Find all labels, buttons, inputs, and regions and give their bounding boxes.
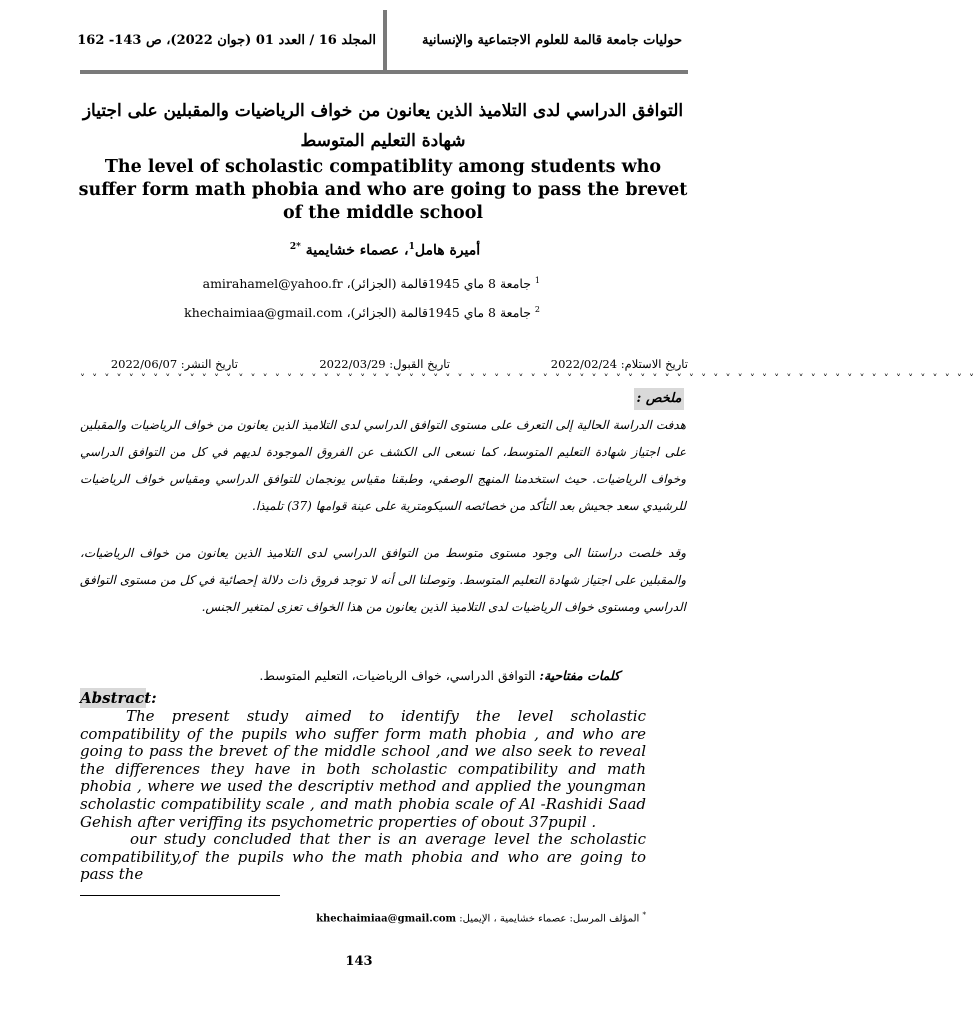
- author-names: [200, 242, 570, 259]
- author-sep: ،: [399, 242, 409, 259]
- affiliation-2-num: 2: [534, 305, 540, 314]
- journal-name: حوليات جامعة قالمة للعلوم الاجتماعية والإنسانية: [422, 33, 682, 48]
- abstract-en: [80, 708, 646, 884]
- affiliation-1-num: 1: [534, 276, 540, 285]
- footnote-text: المؤلف المرسل: عصماء خشايمية ، الإيميل:: [459, 913, 640, 925]
- affiliation-1-email[interactable]: amirahamel@yahoo.fr: [202, 276, 343, 292]
- author-2: عصماء خشايمية: [305, 242, 400, 259]
- dotted-separator: ˅ ˅ ˅ ˅ ˅ ˅ ˅ ˅ ˅ ˅ ˅ ˅ ˅ ˅ ˅ ˅ ˅ ˅ ˅ ˅ ˅ ˅ ˅ ˅ ˅ ˅ ˅ ˅ ˅ ˅ ˅ ˅ ˅ ˅ ˅ ˅ ˅ ˅ ˅ ˅ ˅ ˅ ˅ ˅ ˅ ˅ ˅ ˅ ˅ ˅ ˅ ˅ ˅ ˅ ˅ ˅ ˅ ˅ ˅ ˅ ˅ ˅ ˅ ˅ ˅ ˅ ˅ ˅ ˅ ˅ ˅ ˅ ˅ ˅: [80, 374, 976, 385]
- title-arabic: التوافق الدراسي لدى التلاميذ الذين يعانون من خواف الرياضيات والمقبلين على اجتياز شهادة التعليم المتوسط: [82, 101, 684, 151]
- affiliation-2-email[interactable]: khechaimiaa@gmail.com: [184, 305, 343, 321]
- author-1: أميرة هامل: [414, 242, 481, 259]
- corresponding-author-footnote: [300, 911, 646, 924]
- abstract-en-label: Abstract:: [80, 689, 157, 707]
- page-number: 143: [345, 954, 373, 969]
- issue-info: المجلد 16 / العدد 01 (جوان 2022)، ص 143- 162: [77, 33, 376, 48]
- date-accepted: تاريخ القبول: 2022/03/29: [319, 357, 450, 371]
- abstract-ar-para-1: هدفت الدراسة الحالية إلى التعرف على مستوى التوافق الدراسي لدى التلاميذ الذين يعانون من خواف الرياضيات والمقبلين على اجتياز شهادة التعليم المتوسط، كما نسعى الى الكشف عن الفروق الموجودة لديهم في كل من التوافق الدراسي وخواف الرياضيات. حيث استخدمنا المنهج الوصفي، وطبقنا مقياس يونجمان للتوافق الدراسي ومقياس خواف الرياضيات للرشيدي سعد جحيش بعد التأكد من خصائصه السيكومترية على عينة قوامها (37) تلميذا.: [80, 418, 686, 513]
- title-english: The level of scholastic compatiblity among students who suffer form math phobia and who are going to pass the brevet of the middle school: [78, 157, 688, 223]
- author-2-sup: *2: [289, 242, 301, 252]
- footnote-mark: *: [642, 911, 646, 919]
- footnote-email[interactable]: khechaimiaa@gmail.com: [316, 913, 457, 925]
- header-vertical-rule: [383, 10, 387, 72]
- date-published: تاريخ النشر: 2022/06/07: [110, 357, 238, 371]
- date-received: تاريخ الاستلام: 2022/02/24: [550, 357, 688, 371]
- affiliation-1: [190, 276, 540, 291]
- affiliation-2-text: جامعة 8 ماي 1945قالمة (الجزائر)،: [346, 305, 531, 321]
- affiliation-2: [180, 305, 540, 320]
- abstract-en-para-2: our study concluded that ther is an average level the scholastic compatibility,of the pupils who the math phobia and who are going to pass the: [80, 830, 646, 884]
- footnote-rule: [80, 895, 280, 896]
- keywords-label: كلمات مفتاحية:: [539, 668, 620, 683]
- keywords: [200, 668, 620, 683]
- abstract-en-para-1: The present study aimed to identify the level scholastic compatibility of the pupils who suffer form math phobia , and who are going to pass the brevet of the middle school ,and we also seek to reveal the differences they have in both scholastic compatibility and math phobia , where we used the descriptiv method and applied the youngman scholastic compatibility scale , and math phobia scale of Al -Rashidi Saad Gehish after veriffing its psychometric properties of obout 37pupil .: [80, 707, 646, 831]
- abstract-ar-label: ملخص :: [634, 388, 684, 410]
- affiliation-1-text: جامعة 8 ماي 1945قالمة (الجزائر)،: [346, 276, 531, 292]
- author-1-sup: 1: [408, 242, 415, 252]
- keywords-text: التوافق الدراسي، خواف الرياضيات، التعليم المتوسط.: [259, 668, 536, 683]
- header-horizontal-rule: [80, 70, 688, 74]
- abstract-ar-para-2: وقد خلصت دراستنا الى وجود مستوى متوسط من التوافق الدراسي لدى التلاميذ الذين يعانون من خواف الرياضيات، والمقبلين على اجتياز شهادة التعليم المتوسط. وتوصلنا الى أنه لا توجد فروق ذات دلالة إحصائية في كل من مستوى التوافق الدراسي ومستوى خواف الرياضيات لدى التلاميذ الذين يعانون من هذا الخواف تعزى لمتغير الجنس.: [80, 546, 686, 614]
